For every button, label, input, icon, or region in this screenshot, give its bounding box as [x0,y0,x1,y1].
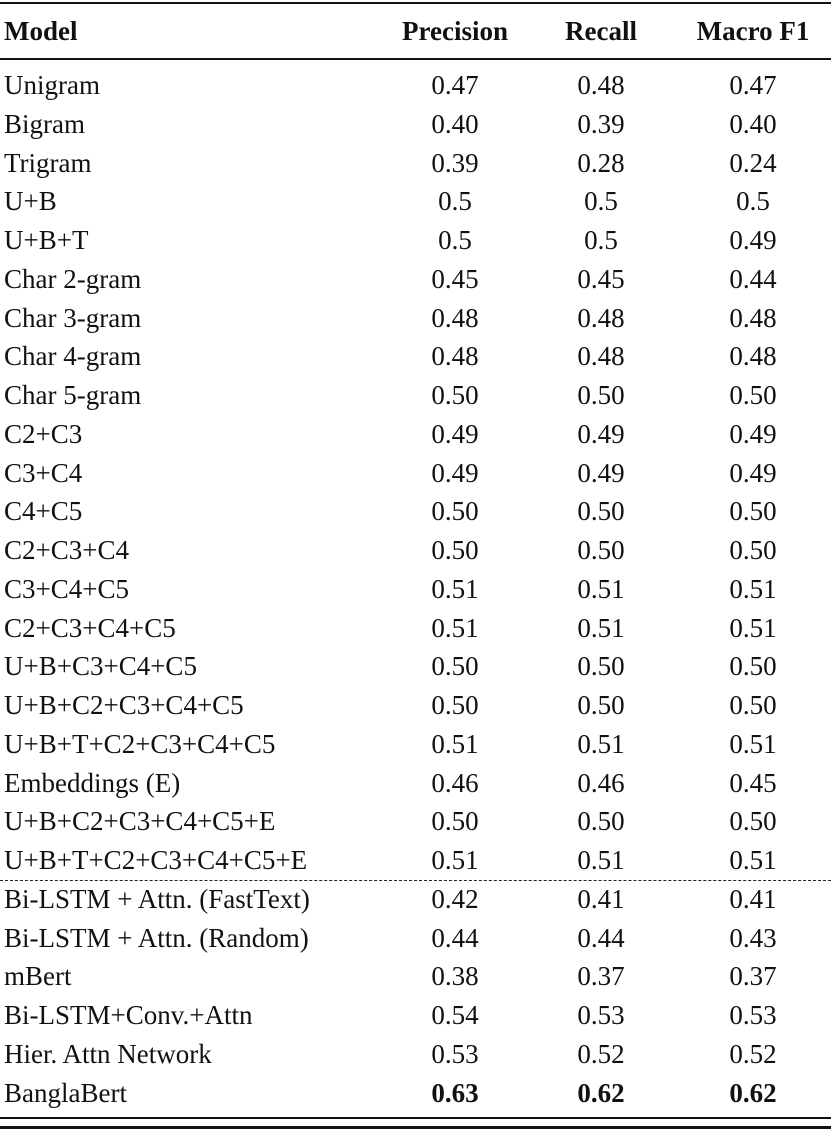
precision-cell: 0.50 [431,806,479,837]
macro-f1-cell: 0.45 [729,767,777,798]
model-cell: C3+C4 [4,457,83,488]
precision-cell: 0.51 [431,728,479,759]
model-cell: U+B+C3+C4+C5 [4,651,197,682]
macro-f1-cell: 0.48 [729,341,777,372]
table-row [0,996,831,1034]
recall-cell: 0.48 [577,70,625,100]
macro-f1-cell: 0.5 [736,186,770,217]
macro-f1-cell: 0.53 [729,1000,777,1030]
header-rule [0,58,831,60]
table-row [0,337,831,375]
precision-cell: 0.50 [431,651,479,682]
precision-cell: 0.50 [431,690,479,720]
recall-cell: 0.51 [577,573,625,604]
macro-f1-cell: 0.44 [729,263,777,294]
macro-f1-cell: 0.51 [729,845,777,875]
table-row [0,570,831,608]
model-cell: C2+C3 [4,418,83,449]
macro-f1-cell: 0.51 [729,573,777,604]
table-row [0,182,831,220]
precision-cell: 0.48 [431,341,479,372]
precision-cell: 0.50 [431,496,479,527]
model-cell: Trigram [4,147,92,178]
table-row [0,686,831,724]
precision-cell: 0.53 [431,1038,479,1069]
model-cell: Char 2-gram [4,263,142,294]
precision-cell: 0.5 [438,225,472,255]
table-header [0,12,831,52]
recall-cell: 0.50 [577,535,625,565]
macro-f1-cell: 0.48 [729,302,777,333]
macro-f1-cell: 0.51 [729,728,777,759]
macro-f1-cell: 0.50 [729,380,777,410]
recall-cell: 0.51 [577,728,625,759]
table-row [0,1074,831,1112]
recall-cell: 0.51 [577,845,625,875]
recall-cell: 0.41 [577,883,625,914]
table-row [0,221,831,259]
macro-f1-cell: 0.50 [729,496,777,527]
table-row [0,841,831,879]
recall-cell: 0.5 [584,186,618,217]
recall-cell: 0.37 [577,961,625,992]
table-row [0,880,831,918]
recall-cell: 0.46 [577,767,625,798]
model-cell: U+B+T+C2+C3+C4+C5+E [4,845,308,875]
recall-cell: 0.50 [577,651,625,682]
table-row [0,144,831,182]
recall-cell: 0.44 [577,922,625,953]
model-cell: Unigram [4,70,100,100]
macro-f1-cell: 0.47 [729,70,777,100]
macro-f1-cell: 0.49 [729,225,777,255]
table-row [0,764,831,802]
precision-cell: 0.51 [431,573,479,604]
header-recall: Recall [565,16,637,46]
model-cell: Bi-LSTM + Attn. (Random) [4,922,309,953]
model-cell: C2+C3+C4 [4,535,129,565]
macro-f1-cell: 0.37 [729,961,777,992]
recall-cell: 0.28 [577,147,625,178]
model-cell: Char 5-gram [4,380,142,410]
bottom-rule-thin [0,1117,831,1119]
table-row [0,531,831,569]
recall-cell: 0.50 [577,496,625,527]
precision-cell: 0.47 [431,70,479,100]
model-cell: C2+C3+C4+C5 [4,612,176,643]
macro-f1-cell: 0.52 [729,1038,777,1069]
precision-cell: 0.40 [431,108,479,139]
precision-cell: 0.46 [431,767,479,798]
recall-cell: 0.51 [577,612,625,643]
precision-cell: 0.50 [431,535,479,565]
recall-cell: 0.50 [577,380,625,410]
table-row [0,415,831,453]
recall-cell: 0.52 [577,1038,625,1069]
header-model: Model [4,16,78,46]
macro-f1-cell: 0.50 [729,651,777,682]
table-row [0,647,831,685]
table-row [0,492,831,530]
precision-cell: 0.45 [431,263,479,294]
model-cell: U+B [4,186,57,217]
model-cell: U+B+T+C2+C3+C4+C5 [4,728,276,759]
macro-f1-cell: 0.49 [729,457,777,488]
recall-cell: 0.39 [577,108,625,139]
precision-cell: 0.51 [431,612,479,643]
precision-cell: 0.51 [431,845,479,875]
recall-cell: 0.62 [577,1077,625,1108]
precision-cell: 0.44 [431,922,479,953]
precision-cell: 0.42 [431,883,479,914]
model-cell: Embeddings (E) [4,767,181,798]
model-cell: U+B+C2+C3+C4+C5+E [4,806,276,837]
precision-cell: 0.38 [431,961,479,992]
macro-f1-cell: 0.24 [729,147,777,178]
model-cell: Bi-LSTM+Conv.+Attn [4,1000,253,1030]
header-precision: Precision [402,16,508,46]
recall-cell: 0.53 [577,1000,625,1030]
recall-cell: 0.49 [577,418,625,449]
precision-cell: 0.39 [431,147,479,178]
precision-cell: 0.49 [431,418,479,449]
recall-cell: 0.5 [584,225,618,255]
table-row [0,1035,831,1073]
recall-cell: 0.48 [577,302,625,333]
model-cell: BanglaBert [4,1077,127,1108]
recall-cell: 0.48 [577,341,625,372]
table-row [0,376,831,414]
model-cell: C3+C4+C5 [4,573,129,604]
bottom-rule-thick [0,1126,831,1129]
model-cell: U+B+T [4,225,89,255]
macro-f1-cell: 0.62 [729,1077,777,1108]
table-row [0,957,831,995]
macro-f1-cell: 0.50 [729,535,777,565]
table-row [0,609,831,647]
table-row [0,802,831,840]
precision-cell: 0.50 [431,380,479,410]
macro-f1-cell: 0.50 [729,806,777,837]
table-row [0,454,831,492]
table-row [0,66,831,104]
model-cell: U+B+C2+C3+C4+C5 [4,690,244,720]
model-cell: Bigram [4,108,85,139]
recall-cell: 0.50 [577,690,625,720]
precision-cell: 0.54 [431,1000,479,1030]
recall-cell: 0.45 [577,263,625,294]
model-cell: C4+C5 [4,496,83,527]
macro-f1-cell: 0.51 [729,612,777,643]
top-rule [0,2,831,4]
header-macro-f1: Macro F1 [696,16,810,46]
recall-cell: 0.50 [577,806,625,837]
table-row [0,105,831,143]
macro-f1-cell: 0.40 [729,108,777,139]
macro-f1-cell: 0.50 [729,690,777,720]
table-row [0,299,831,337]
dashed-separator [0,880,831,881]
precision-cell: 0.5 [438,186,472,217]
model-cell: Bi-LSTM + Attn. (FastText) [4,883,310,914]
recall-cell: 0.49 [577,457,625,488]
model-cell: Char 3-gram [4,302,142,333]
precision-cell: 0.49 [431,457,479,488]
model-cell: mBert [4,961,72,992]
model-cell: Char 4-gram [4,341,142,372]
macro-f1-cell: 0.41 [729,883,777,914]
precision-cell: 0.48 [431,302,479,333]
precision-cell: 0.63 [431,1077,479,1108]
macro-f1-cell: 0.49 [729,418,777,449]
table-row [0,725,831,763]
table-row [0,260,831,298]
model-cell: Hier. Attn Network [4,1038,212,1069]
macro-f1-cell: 0.43 [729,922,777,953]
table-row [0,919,831,957]
